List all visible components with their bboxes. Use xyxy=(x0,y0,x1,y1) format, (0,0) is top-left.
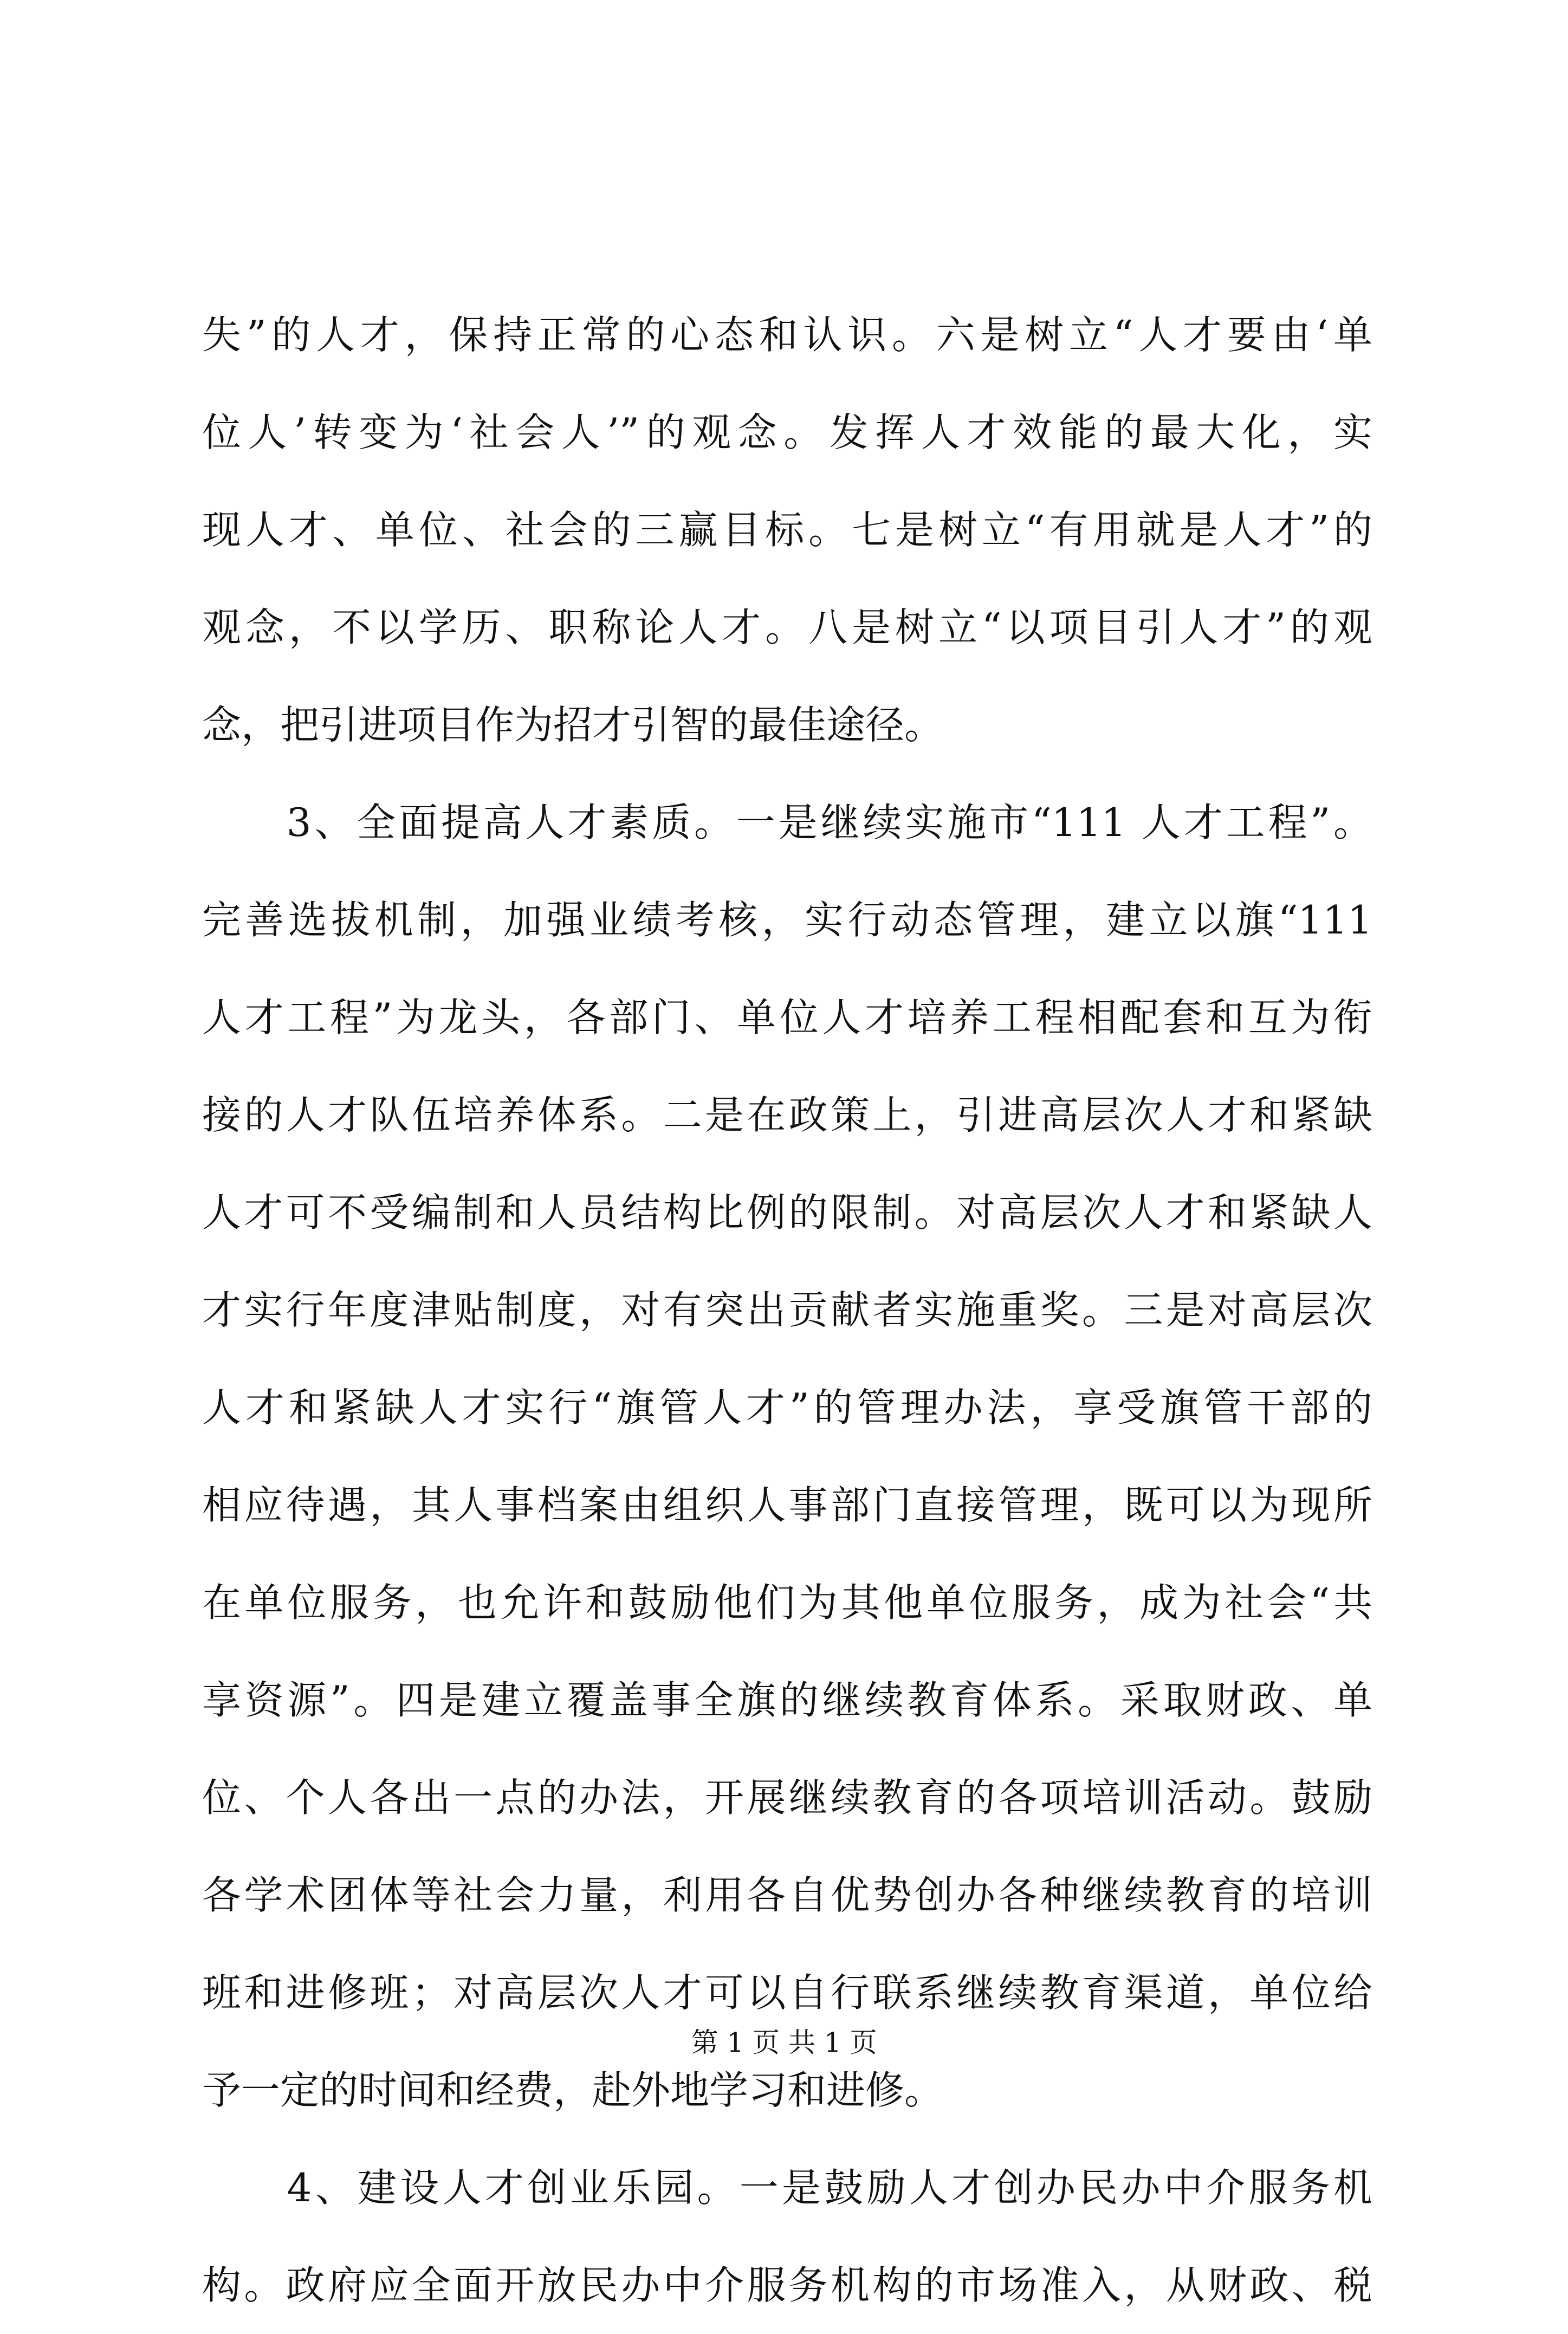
text-line: 人才工程”为龙头，各部门、单位人才培养工程相配套和互为衔 xyxy=(202,995,1372,1040)
text-line: 观念，不以学历、职称论人才。八是树立“以项目引人才”的观 xyxy=(202,605,1372,650)
text-line: 接的人才队伍培养体系。二是在政策上，引进高层次人才和紧缺 xyxy=(202,1092,1372,1138)
text-line: 现人才、单位、社会的三赢目标。七是树立“有用就是人才”的 xyxy=(202,507,1372,553)
text-line: 在单位服务，也允许和鼓励他们为其他单位服务，成为社会“共 xyxy=(202,1580,1372,1625)
text-line: 予一定的时间和经费，赴外地学习和进修。 xyxy=(202,2067,944,2113)
text-line: 才实行年度津贴制度，对有突出贡献者实施重奖。三是对高层次 xyxy=(202,1287,1372,1333)
text-line: 人才和紧缺人才实行“旗管人才”的管理办法，享受旗管干部的 xyxy=(202,1385,1372,1430)
text-line: 各学术团体等社会力量，利用各自优势创办各种继续教育的培训 xyxy=(202,1872,1372,1918)
text-line: 班和进修班；对高层次人才可以自行联系继续教育渠道，单位给 xyxy=(202,1970,1372,2015)
text-line: 享资源”。四是建立覆盖事全旗的继续教育体系。采取财政、单 xyxy=(202,1677,1372,1723)
text-line: 位、个人各出一点的办法，开展继续教育的各项培训活动。鼓励 xyxy=(202,1775,1372,1820)
text-line: 构。政府应全面开放民办中介服务机构的市场准入，从财政、税 xyxy=(202,2262,1372,2308)
page-footer xyxy=(0,2024,1568,2061)
text-line: 失”的人才，保持正常的心态和认识。六是树立“人才要由‘单 xyxy=(202,312,1372,358)
text-line: 3、全面提高人才素质。一是继续实施市“111 人才工程”。 xyxy=(202,800,1372,845)
page-number-label: 第 1 页 共 1 页 xyxy=(691,2027,877,2058)
text-line: 4、建设人才创业乐园。一是鼓励人才创办民办中介服务机 xyxy=(202,2165,1372,2210)
text-line: 念，把引进项目作为招才引智的最佳途径。 xyxy=(202,702,944,748)
text-line: 相应待遇，其人事档案由组织人事部门直接管理，既可以为现所 xyxy=(202,1482,1372,1528)
text-line: 完善选拔机制，加强业绩考核，实行动态管理，建立以旗“111 xyxy=(202,897,1372,943)
text-line: 位人’转变为‘社会人’”的观念。发挥人才效能的最大化，实 xyxy=(202,410,1372,455)
text-line: 人才可不受编制和人员结构比例的限制。对高层次人才和紧缺人 xyxy=(202,1190,1372,1235)
